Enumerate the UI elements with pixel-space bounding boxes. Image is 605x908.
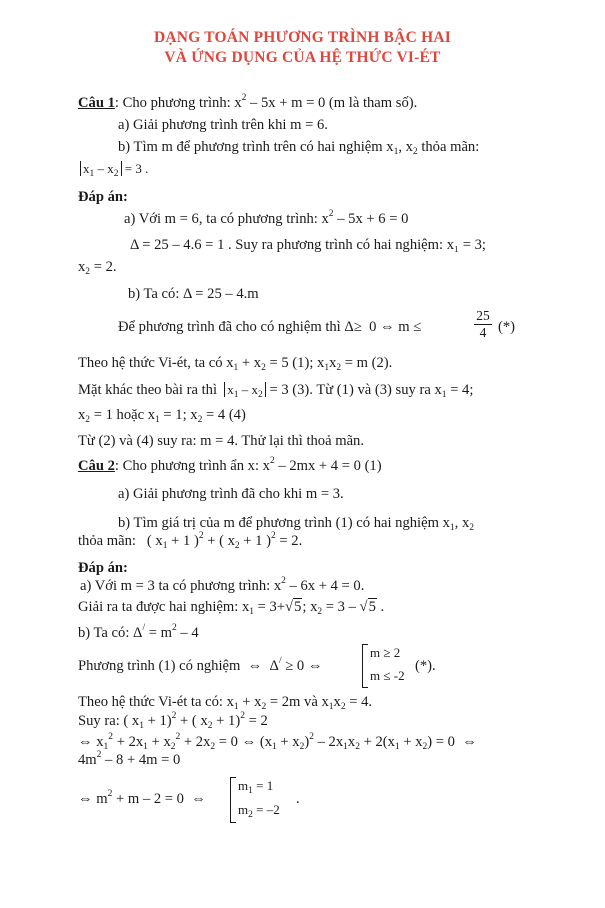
answer-1-b-line5: $x_2 = 1$ hoặc $x_1 = 1$; $x_2 = 4$ (4) — [78, 407, 246, 425]
answer-2-b-line5: ⇔ $x_1^2 + 2x_1 + x_2^2 + 2x_2 = 0$ ⇔ $(x_1 + x_2)^2 - 2x_1x_2 + 2(x_1 + x_2) = 0$ ⇔ — [78, 732, 477, 752]
answer-1-b-line4: Mặt khác theo bài ra thì $x_1 - x_2 = 3$ (3). Từ (1) và (3) suy ra $x_1 = 4$; — [78, 382, 474, 400]
question-2-part-a: a) Giải phương trình đã cho khi m = 3. — [118, 486, 344, 502]
question-1-label: Câu 1 — [78, 95, 115, 111]
answer-1-label: Đáp án: — [78, 189, 128, 205]
answer-2-a-line2: Giải ra ta được hai nghiệm: $x_1 = 3+√5$; $x_2 = 3 - √5$ . — [78, 599, 385, 617]
answer-2-a-line1: a) Với m = 3 ta có phương trình: $x^2 - 6x + 4 = 0$. — [80, 576, 365, 594]
answer-2-b-line3: Theo hệ thức Vi-ét ta có: $x_1 + x_2 = 2m$ và $x_1x_2 = 4$. — [78, 694, 373, 712]
question-1-condition: $x_1 - x_2 = 3$ . — [80, 160, 148, 178]
answer-2-b-line1: b) Ta có: $\Delta^/ = m^2 - 4$ — [78, 623, 199, 641]
answer-1-b-line2: Để phương trình đã cho có nghiệm thì Δ≥ 0 ⇔ m ≤ — [118, 319, 422, 335]
question-1-stem: Câu 1: Cho phương trình: $x^2 - 5x + m = 0$ (m là tham số). — [78, 93, 418, 111]
answer-1-b-line6: Từ (2) và (4) suy ra: m = 4. Thử lại thì thoả mãn. — [78, 433, 365, 449]
star-marker-2: (*). — [415, 658, 436, 674]
answer-1-a-line3: $x_2 = 2$. — [78, 259, 117, 277]
question-2-part-b-line2: thỏa mãn: ( $x_1 + 1$ )$^2$ + ( $x_2 + 1$ )$^2$ = 2. — [78, 531, 303, 551]
star-marker-1: (*) — [498, 319, 516, 335]
answer-1-b-line3: Theo hệ thức Vi-ét, ta có $x_1 + x_2 = 5$ (1); $x_1x_2 = m$ (2). — [78, 355, 393, 373]
answer-1-b-line1: b) Ta có: Δ = 25 – 4.m — [128, 286, 259, 302]
title-line-2: VÀ ỨNG DỤNG CỦA HỆ THỨC VI-ÉT — [164, 49, 441, 66]
bracket-2 — [230, 777, 236, 823]
answer-2-label: Đáp án: — [78, 560, 128, 576]
answer-2-b-line4: Suy ra: ( $x_1 + 1)^2$ + ( $x_2 + 1)^2 = 2$ — [78, 711, 268, 731]
bracket-2-row-1: $m_1 = 1$ — [238, 778, 274, 796]
bracket-2-row-2: $m_2 = -2$ — [238, 802, 280, 820]
answer-1-a-line2: Δ = 25 – 4.6 = 1 . Suy ra phương trình có hai nghiệm: x₁ = 3; — [130, 237, 486, 253]
final-period: . — [296, 791, 300, 807]
bracket-1-row-2: m ≤ -2 — [370, 668, 405, 683]
bracket-1-row-1: m ≥ 2 — [370, 645, 401, 660]
fraction-25-over-4: $\frac{25}{4}$ — [474, 308, 492, 341]
question-2-label: Câu 2 — [78, 458, 115, 474]
answer-1-a-line1: a) Với m = 6, ta có phương trình: $x^2 - 5x + 6 = 0$ — [124, 209, 409, 227]
answer-2-b-line7: ⇔ $m^2 + m - 2 = 0$ ⇔ — [78, 789, 206, 807]
answer-2-b-line6: $4m^2 - 8 + 4m = 0$ — [78, 750, 181, 768]
title-line-1: DẠNG TOÁN PHƯƠNG TRÌNH BẬC HAI — [154, 29, 451, 46]
answer-2-b-line2: Phương trình (1) có nghiệm ⇔ Δ/ ≥ 0 ⇔ — [78, 656, 323, 674]
bracket-1 — [362, 644, 368, 688]
question-2-stem: Câu 2: Cho phương trình ẩn x: $x^2 - 2mx + 4 = 0$ (1) — [78, 456, 382, 474]
question-1-part-b: b) Tìm m để phương trình trên có hai nghiệm $x_1$, $x_2$ thỏa mãn: — [118, 139, 480, 157]
question-2-part-b-line1: b) Tìm giá trị của m để phương trình (1) có hai nghiệm $x_1$, $x_2$ — [118, 515, 474, 533]
question-1-part-a: a) Giải phương trình trên khi m = 6. — [118, 117, 328, 133]
